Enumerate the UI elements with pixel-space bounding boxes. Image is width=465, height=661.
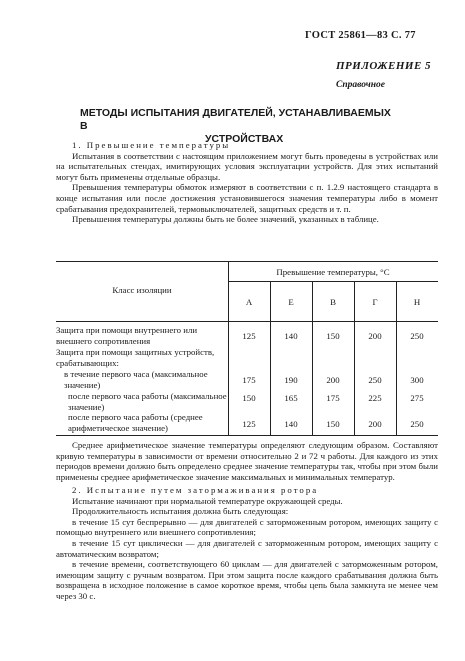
table-row-label: после первого часа работы (максимальное значение) — [68, 391, 227, 412]
table-cell: 200 — [368, 331, 382, 341]
section-1-heading: 1. Превышение температуры — [72, 140, 231, 150]
appendix-type: Справочное — [336, 80, 385, 90]
section-1-paragraph-2: Превышения температуры обмоток измеряют в соответствии с п. 1.2.9 настоящего стандарта в конце испытания или после достижения установившегося значения температуры либо в момент срабатывания предохранителей, термовыключателей, защитных средств и т. п. — [56, 182, 438, 214]
table-cell: 125 — [242, 331, 256, 341]
table-col-divider — [354, 281, 355, 435]
table-header-class-h: Н — [413, 297, 421, 307]
table-row-label: в течение первого часа (максимальное значение) — [64, 369, 208, 390]
table-cell: 300 — [410, 375, 424, 385]
table-top-rule — [56, 261, 438, 262]
table-cell: 165 — [284, 393, 298, 403]
table-cell: 250 — [410, 331, 424, 341]
table-cell: 190 — [284, 375, 298, 385]
table-cell: 140 — [284, 331, 298, 341]
table-header-class-b: В — [330, 297, 336, 307]
table-cell: 275 — [410, 393, 424, 403]
table-cell: 175 — [242, 375, 256, 385]
section-1-paragraph-1: Испытания в соответствии с настоящим приложением могут быть проведены в устройствах или на испытательных стендах, имитирующих условия эксплуатации устройств. Для этих испытаний могут быть применены отдельные образцы. — [56, 150, 438, 182]
table-cell: 140 — [284, 419, 298, 429]
table-header-class: Класс изоляции — [112, 285, 172, 295]
table-col-divider — [312, 281, 313, 435]
table-col-divider — [396, 281, 397, 435]
appendix-label: ПРИЛОЖЕНИЕ 5 — [336, 60, 432, 72]
page-header: ГОСТ 25861—83 С. 77 — [305, 30, 416, 41]
table-col-divider — [270, 281, 271, 435]
table-header-class-a: А — [245, 297, 253, 307]
section-2-paragraph-1: Испытание начинают при нормальной температуре окружающей среды. — [72, 495, 343, 506]
table-header-class-e: Е — [288, 297, 294, 307]
after-table-text — [56, 440, 438, 482]
table-cell: 125 — [242, 419, 256, 429]
section-2-paragraph-4: в течение 15 сут циклически — для двигателей с заторможенным ротором, имеющих защиту с автоматическим возвратом; — [56, 537, 438, 559]
table-bottom-rule — [56, 435, 438, 436]
table-cell: 200 — [326, 375, 340, 385]
after-table-paragraph: Среднее арифметическое значение температуры определяют следующим образом. Составляют кривую температуры в зависимости от времени относительно 2 и 72 ч работы. Для каждого из этих периодов времени должно быть определено среднее значение температуры так, чтобы при этом были применены среднее арифметическое значение максимальных и минимальных температур. — [56, 440, 438, 482]
title-line-1: МЕТОДЫ ИСПЫТАНИЯ ДВИГАТЕЛЕЙ, УСТАНАВЛИВАЕМЫХ В — [80, 107, 391, 132]
table-cell: 175 — [326, 393, 340, 403]
table-header-rule — [56, 321, 438, 322]
section-2-paragraph-2: Продолжительность испытания должна быть следующая: — [72, 506, 289, 517]
table-cell: 250 — [410, 419, 424, 429]
table-row-label: после первого часа работы (среднее арифметическое значение) — [68, 412, 203, 433]
section-2-heading: 2. Испытание путем затормаживания ротора — [72, 485, 319, 495]
table-header-class-f: Г — [372, 297, 378, 307]
table-cell: 150 — [326, 419, 340, 429]
table-col-divider — [228, 261, 229, 435]
title-line-2: УСТРОЙСТВАХ — [205, 133, 284, 145]
table-cell: 200 — [368, 419, 382, 429]
table-row-label: Защита при помощи защитных устройств, срабатывающих: — [56, 347, 215, 368]
table-cell: 250 — [368, 375, 382, 385]
table-row-label: Защита при помощи внутреннего или внешнего сопротивления — [56, 325, 198, 346]
section-1 — [56, 140, 438, 225]
table-cell: 150 — [326, 331, 340, 341]
table-cell: 225 — [368, 393, 382, 403]
table-header-group: Превышение температуры, °С — [276, 267, 390, 277]
section-1-paragraph-3: Превышения температуры должны быть не более значений, указанных в таблице. — [72, 214, 379, 225]
section-2-paragraph-5: в течение времени, соответствующего 60 циклам — для двигателей с заторможенным ротором, имеющим защиту с ручным возвратом. При этом защита после каждого срабатывания должна быть возвращена в исходное положение в самое короткое время, чтобы цепь была замкнута не менее чем через 30 с. — [56, 559, 438, 601]
table-cell: 150 — [242, 393, 256, 403]
section-2 — [56, 485, 438, 602]
table-group-rule — [228, 281, 438, 282]
section-2-paragraph-3: в течение 15 сут беспрерывно — для двигателей с заторможенным ротором, имеющих защиту с помощью внутреннего или внешнего сопротивления; — [56, 516, 438, 538]
